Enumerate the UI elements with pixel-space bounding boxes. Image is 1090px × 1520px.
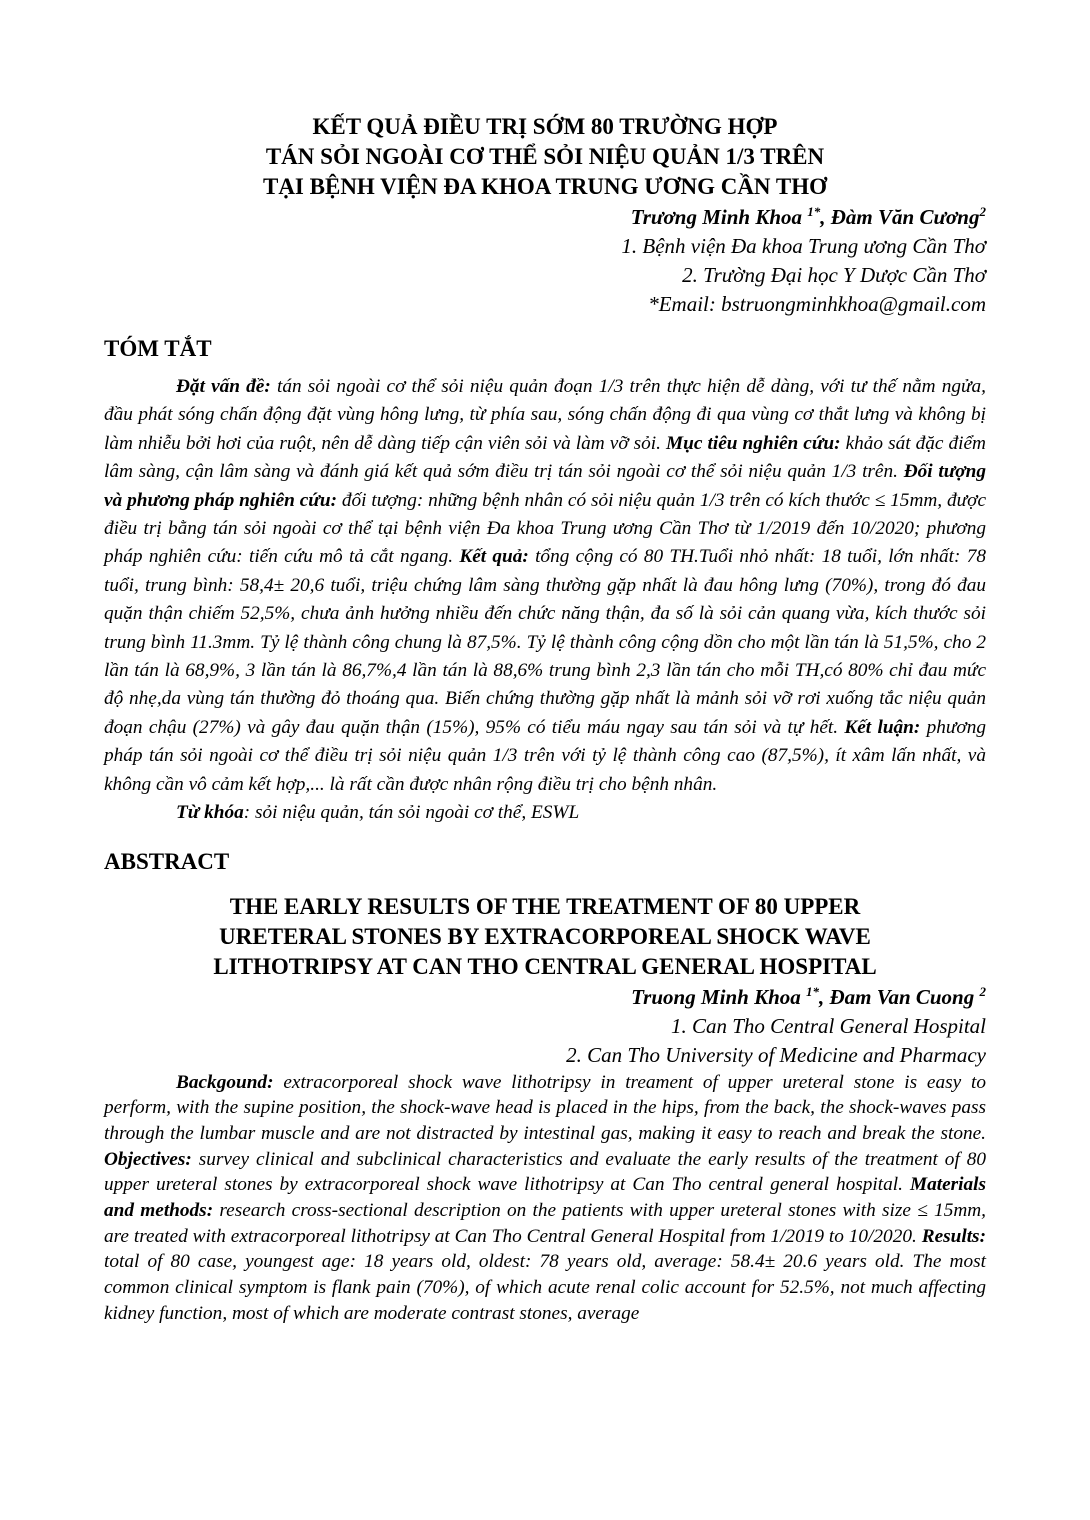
en-affiliation-2: 2. Can Tho University of Medicine and Pharmacy [566, 1042, 986, 1067]
author-2-superscript: 2 [979, 204, 986, 219]
vietnamese-title-line-1: KẾT QUẢ ĐIỀU TRỊ SỚM 80 TRƯỜNG HỢP [312, 114, 778, 139]
email-line: *Email: bstruongminhkhoa@gmail.com [648, 292, 986, 316]
vietnamese-title-line-3: TẠI BỆNH VIỆN ĐA KHOA TRUNG ƯƠNG CẦN THƠ [262, 174, 828, 199]
english-title-line-3: LITHOTRIPSY AT CAN THO CENTRAL GENERAL HOSPITAL [213, 953, 877, 979]
author-2-name: , Đàm Văn Cương [820, 205, 980, 229]
results-text: tổng cộng có 80 TH.Tuổi nhỏ nhất: 18 tuổi, lớn nhất: 78 tuổi, trung bình: 58,4± 20,6 tuổi, triệu chứng lâm sàng thường gặp nhất là đau hông lưng (70%), trong đó đau quặn thận chiếm 52,5%, chưa ảnh hưởng nhiều đến chức năng thận, đa số là sỏi cản quang vừa, kích thước sỏi trung bình 11.3mm. Tỷ lệ thành công chung là 87,5%. Tỷ lệ thành công cộng dồn cho một lần tán là 51,5%, cho 2 lần tán là 68,9%, 3 lần tán là 86,7%,4 lần tán là 88,6% trung bình 2,3 lần tán cho mỗi TH,có 80% chỉ đau mức độ nhẹ,da vùng tán thường đỏ thoáng qua. Biến chứng thường gặp nhất là mảnh sỏi vỡ rơi xuống tắc niệu quản đoạn chậu (27%) và gây đau quặn thận (15%), 95% có tiểu máu ngay sau tán sỏi và tự hết. [104, 546, 986, 738]
english-affiliations [104, 1012, 986, 1070]
english-title [104, 892, 986, 982]
en-methods-text: research cross-sectional description on the patients with upper ureteral stones with size ≤ 15mm, are treated with extracorporeal lithotripsy at Can Tho Central General Hospital from 1/2019 to 10/2020. [104, 1200, 987, 1247]
en-author-2-superscript: 2 [979, 983, 986, 999]
vietnamese-title-line-2: TÁN SỎI NGOÀI CƠ THỂ SỎI NIỆU QUẢN 1/3 TRÊN [265, 144, 825, 169]
keywords-label: Từ khóa [176, 802, 244, 824]
author-1-superscript: 1* [807, 204, 821, 219]
english-abstract-body [104, 1070, 986, 1327]
vietnamese-abstract-body [104, 373, 986, 799]
en-author-1-name: Truong Minh Khoa [631, 984, 807, 1009]
english-authors [104, 982, 986, 1012]
vietnamese-title [104, 112, 986, 202]
en-objectives-text: survey clinical and subclinical characteristics and evaluate the early results of the treatment of 80 upper ureteral stones by extracorporeal shock wave lithotripsy at Can Tho central general hospital. [104, 1148, 986, 1196]
abstract-heading: ABSTRACT [104, 848, 230, 874]
conclusion-text: phương pháp tán sỏi ngoài cơ thể điều trị sỏi niệu quản 1/3 trên với tỷ lệ thành công cao (87,5%), ít xâm lấn nhất, và không cần vô cảm kết hợp,... là rất cần được nhân rộng điều trị cho bệnh nhân. [104, 716, 986, 795]
affiliation-1: 1. Bệnh viện Đa khoa Trung ương Cần Thơ [621, 234, 986, 258]
keywords-line [176, 799, 986, 827]
vietnamese-authors [104, 202, 986, 232]
english-title-line-1: THE EARLY RESULTS OF THE TREATMENT OF 80 UPPER [229, 893, 861, 919]
english-title-line-2: URETERAL STONES BY EXTRACORPOREAL SHOCK WAVE [219, 923, 871, 949]
conclusion-label: Kết luận: [844, 716, 921, 738]
paper-page [104, 112, 986, 1327]
methods-label: Đối tượng và phương pháp nghiên cứu: [104, 461, 986, 511]
objectives-text: khảo sát đặc điểm lâm sàng, cận lâm sàng và đánh giá kết quả sớm điều trị tán sỏi ngoài cơ thể sỏi niệu quản 1/3 trên. [104, 432, 986, 483]
results-label: Kết quả: [459, 546, 529, 568]
en-results-text: total of 80 case, youngest age: 18 years old, oldest: 78 years old, average: 58.4± 20.6 years old. The most common clinical symptom is flank pain (70%), of which acute renal colic account for 52.5%, not much affecting kidney function, most of which are moderate contrast stones, average [104, 1251, 986, 1324]
en-author-2-name: , Đam Van Cuong [819, 984, 980, 1009]
background-label: Đặt vấn đề: [176, 376, 271, 397]
summary-heading: TÓM TẮT [104, 336, 212, 361]
keywords-text: : sỏi niệu quản, tán sỏi ngoài cơ thể, ESWL [243, 802, 580, 824]
en-affiliation-1: 1. Can Tho Central General Hospital [670, 1013, 986, 1038]
en-results-label: Results: [921, 1225, 986, 1247]
en-methods-label: Materials and methods: [104, 1174, 986, 1222]
affiliation-2: 2. Trường Đại học Y Dược Cần Thơ [682, 263, 986, 287]
en-background-label: Backgound: [176, 1071, 274, 1093]
en-author-1-superscript: 1* [806, 983, 820, 999]
vietnamese-affiliations [104, 232, 986, 319]
en-objectives-label: Objectives: [104, 1148, 192, 1170]
author-1-name: Trương Minh Khoa [630, 205, 808, 229]
en-background-text: extracorporeal shock wave lithotripsy in treament of upper ureteral stone is easy to perform, with the supine position, the shock-wave head is placed in the hips, from the back, the shock-waves pass through the lumbar muscle and are not distracted by intestinal gas, making it easy to reach and break the stone. [104, 1071, 986, 1144]
background-text: tán sỏi ngoài cơ thể sỏi niệu quản đoạn 1/3 trên thực hiện dễ dàng, với tư thế nằm ngửa, đầu phát sóng chấn động đặt vùng hông lưng, từ phía sau, sóng chấn động đi qua vùng cơ thắt lưng và không bị làm nhiễu bởi hơi của ruột, nên dễ dàng tiếp cận viên sỏi và làm vỡ sỏi. [104, 376, 986, 454]
methods-text: đối tượng: những bệnh nhân có sỏi niệu quản 1/3 trên có kích thước ≤ 15mm, được điều trị bằng tán sỏi ngoài cơ thể tại bệnh viện Đa khoa Trung ương Cần Thơ từ 1/2019 đến 10/2020; phương pháp nghiên cứu: tiến cứu mô tả cắt ngang. [104, 489, 986, 568]
objectives-label: Mục tiêu nghiên cứu: [666, 432, 841, 454]
